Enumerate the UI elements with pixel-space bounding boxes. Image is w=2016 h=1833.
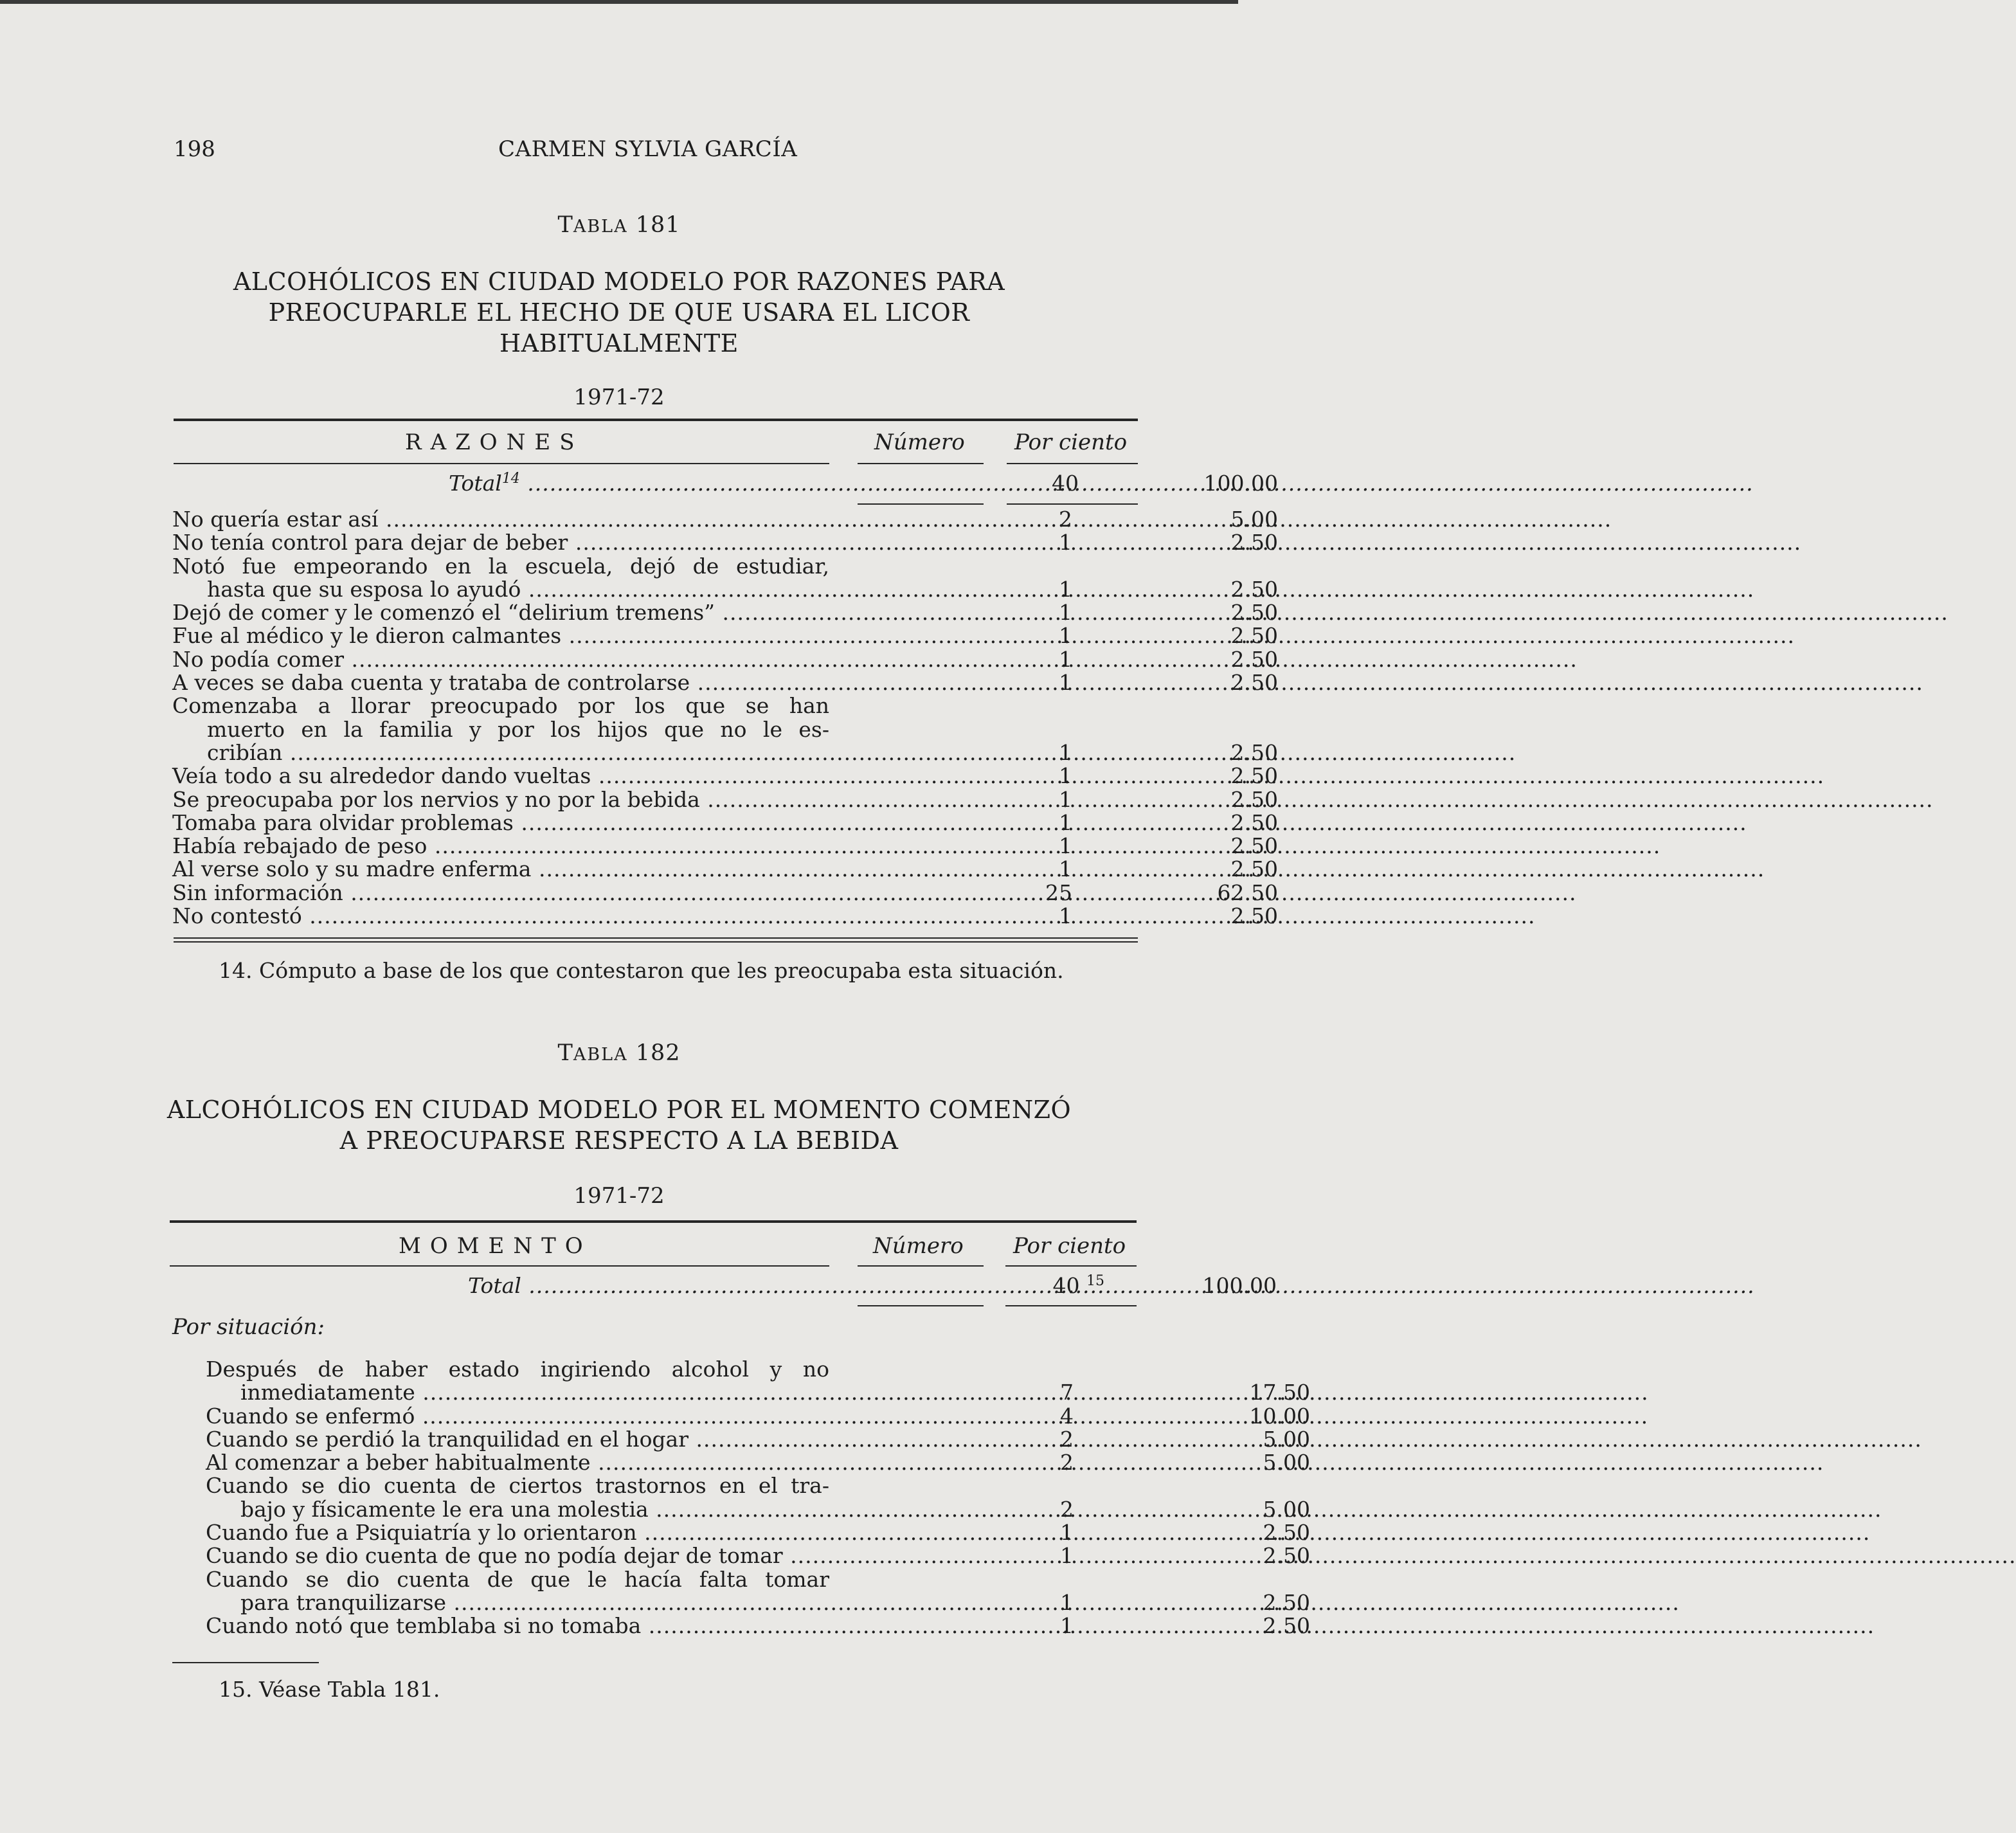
table-row [172, 809, 1278, 835]
row-label: Cuando notó que temblaba si no tomaba ..... [206, 1614, 829, 1638]
row-number: 1 [1059, 530, 1072, 555]
table-row [206, 1543, 1310, 1569]
row-label: Cuando se dio cuenta de que no podía dejar de tomar ..... [206, 1544, 829, 1567]
table-181-header-rule-num [858, 463, 984, 464]
row-percent: 2.50 [1263, 1589, 1310, 1615]
table-182-body [206, 1357, 1310, 1639]
table-182-total-rule-pct [1005, 1305, 1137, 1306]
row-number: 1 [1059, 670, 1072, 696]
row-label: Comenzaba a llorar preocupado por los que se han [172, 693, 829, 719]
row-percent: 2.50 [1263, 1520, 1310, 1546]
running-head: CARMEN SYLVIA GARCÍA [498, 136, 798, 162]
page-number: 198 [174, 136, 215, 162]
row-percent: 2.50 [1230, 833, 1278, 859]
table-182-total-number: 40 $^{15}$ [1052, 1273, 1104, 1298]
table-row [172, 833, 1278, 859]
row-label: No contestó ..... [172, 905, 829, 928]
table-182-col-porciento: Por ciento [1013, 1233, 1126, 1259]
table-row [206, 1426, 1310, 1452]
table-row [172, 786, 1278, 812]
row-number: 7 [1060, 1380, 1074, 1405]
row-label: Dejó de comer y le comenzó el “delirium tremens” ..... [172, 601, 829, 624]
row-label: Tomaba para olvidar problemas ..... [172, 811, 829, 835]
row-percent: 2.50 [1263, 1613, 1310, 1639]
row-percent: 10.00 [1249, 1403, 1310, 1429]
row-percent: 5.00 [1263, 1426, 1310, 1452]
row-percent: 2.50 [1230, 670, 1278, 696]
table-row [206, 1358, 1119, 1381]
table-row [172, 903, 1278, 929]
row-number: 1 [1059, 856, 1072, 882]
table-181-year: 1971-72 [573, 384, 665, 410]
table-181-title: ALCOHÓLICOS EN CIUDAD MODELO POR RAZONES PARA PREOCUPARLE EL HECHO DE QUE USARA EL LICOR HABITUALMENTE [233, 267, 1005, 357]
row-label: hasta que su esposa lo ayudó ..... [207, 578, 829, 601]
row-label: Cuando fue a Psiquiatría y lo orientaron ..... [206, 1521, 829, 1544]
row-label: muerto en la familia y por los hijos que no le es- [207, 716, 829, 742]
table-row [206, 1496, 1310, 1522]
table-182-col-numero: Número [873, 1233, 964, 1259]
table-182-total-rule-num [858, 1305, 984, 1306]
row-number: 2 [1060, 1426, 1074, 1452]
table-row [172, 530, 1278, 555]
table-182-title: ALCOHÓLICOS EN CIUDAD MODELO POR EL MOMENTO COMENZÓ A PREOCUPARSE RESPECTO A LA BEBIDA [166, 1096, 1072, 1155]
row-number: 1 [1059, 600, 1072, 626]
row-label: Al verse solo y su madre enferma ..... [172, 858, 829, 881]
table-181-header-rule [174, 463, 829, 464]
table-181-total-row [172, 471, 1278, 498]
row-label: Cuando se perdió la tranquilidad en el hogar ..... [206, 1428, 829, 1451]
table-row [172, 739, 1278, 765]
row-label: Sin información ..... [172, 881, 829, 905]
table-182-header-rule [170, 1265, 829, 1267]
table-181-total-percent: 100.00 [1203, 471, 1278, 496]
table-181-total-rule-pct [1007, 503, 1138, 505]
row-label: Había rebajado de peso ..... [172, 835, 829, 858]
row-percent: 2.50 [1263, 1543, 1310, 1569]
row-label: bajo y físicamente le era una molestia ..... [240, 1498, 829, 1521]
table-182-footnote: 15. Véase Tabla 181. [219, 1677, 440, 1702]
row-number: 1 [1059, 646, 1072, 672]
row-percent: 62.50 [1217, 880, 1278, 905]
row-percent: 5.00 [1263, 1450, 1310, 1476]
table-row [172, 600, 1278, 626]
row-label: No tenía control para dejar de beber ..... [172, 531, 829, 554]
row-label: Se preocupaba por los nervios y no por la bebida ..... [172, 788, 829, 811]
row-number: 1 [1060, 1613, 1074, 1639]
table-182-label: TABLA 182 [557, 1040, 681, 1066]
table-181-total-number: 40 [1052, 471, 1079, 496]
row-number: 1 [1060, 1520, 1074, 1546]
table-181-bottom-rule-2 [174, 941, 1138, 943]
table-181-header-rule-pct [1007, 463, 1138, 464]
row-number: 1 [1059, 833, 1072, 859]
table-182-total-label: Total ..... [468, 1274, 1002, 1297]
row-number: 2 [1060, 1496, 1074, 1522]
row-number: 1 [1059, 623, 1072, 649]
table-182-header-rule-pct [1005, 1265, 1137, 1267]
table-182-top-rule [170, 1220, 1137, 1223]
table-181-col-porciento: Por ciento [1014, 429, 1128, 455]
row-number: 1 [1059, 739, 1072, 765]
row-label: para tranquilizarse ..... [240, 1591, 829, 1614]
row-number: 1 [1059, 576, 1072, 602]
row-number: 1 [1060, 1543, 1074, 1569]
row-percent: 17.50 [1249, 1380, 1310, 1405]
row-percent: 2.50 [1230, 903, 1278, 929]
table-181-label: TABLA 181 [557, 212, 681, 238]
table-181-footnote: 14. Cómputo a base de los que contestaron que les preocupaba esta situación. [219, 958, 1064, 983]
row-label: A veces se daba cuenta y trataba de controlarse ..... [172, 671, 829, 694]
table-182-total-percent: 100.00 [1202, 1273, 1277, 1298]
row-label: No quería estar así ..... [172, 508, 829, 531]
table-181-total-rule-num [858, 503, 984, 505]
table-row [172, 507, 1278, 532]
row-percent: 2.50 [1230, 623, 1278, 649]
row-number: 2 [1059, 507, 1072, 532]
row-percent: 2.50 [1230, 763, 1278, 789]
row-label: Al comenzar a beber habitualmente ..... [206, 1451, 829, 1474]
row-percent: 2.50 [1230, 786, 1278, 812]
table-row [172, 694, 1117, 718]
table-182-total-row [172, 1273, 1277, 1300]
table-row [172, 670, 1278, 696]
table-row [206, 1520, 1310, 1546]
table-182-header-rule-num [858, 1265, 984, 1267]
table-row [206, 1568, 1119, 1591]
table-row [172, 646, 1278, 672]
row-percent: 5.00 [1230, 507, 1278, 532]
row-label: Fue al médico y le dieron calmantes ..... [172, 624, 829, 647]
row-number: 1 [1059, 809, 1072, 835]
row-label: No podía comer ..... [172, 648, 829, 671]
row-label: Después de haber estado ingiriendo alcohol y no [206, 1357, 829, 1382]
table-181-bottom-rule-1 [174, 937, 1138, 939]
row-percent: 2.50 [1230, 856, 1278, 882]
table-row [206, 1474, 1119, 1497]
table-row [172, 880, 1278, 905]
table-row [172, 623, 1278, 649]
row-number: 25 [1045, 880, 1072, 905]
table-row [172, 718, 1117, 741]
table-181-col-numero: Número [874, 429, 965, 455]
row-percent: 2.50 [1230, 809, 1278, 835]
row-number: 1 [1059, 786, 1072, 812]
page-header [0, 136, 1238, 168]
row-percent: 2.50 [1230, 646, 1278, 672]
row-number: 1 [1059, 903, 1072, 929]
table-row [172, 555, 1117, 578]
row-label: inmediatamente ..... [240, 1381, 829, 1404]
row-percent: 2.50 [1230, 576, 1278, 602]
row-label: Cuando se dio cuenta de ciertos trastornos en el tra- [206, 1473, 829, 1499]
table-181-top-rule [174, 419, 1138, 421]
row-label: cribían ..... [207, 741, 829, 764]
row-percent: 2.50 [1230, 530, 1278, 555]
table-182-section-label: Por situación: [172, 1314, 325, 1340]
row-label: Cuando se enfermó ..... [206, 1405, 829, 1428]
row-number: 1 [1060, 1589, 1074, 1615]
table-row [206, 1403, 1310, 1429]
row-number: 1 [1059, 763, 1072, 789]
row-label: Notó fue empeorando en la escuela, dejó de estudiar, [172, 553, 829, 579]
table-182-year: 1971-72 [573, 1183, 665, 1209]
page-top-edge [0, 0, 1238, 4]
table-row [206, 1613, 1310, 1639]
table-row [206, 1380, 1310, 1405]
table-181-body [172, 507, 1278, 929]
row-percent: 5.00 [1263, 1496, 1310, 1522]
table-row [172, 856, 1278, 882]
table-row [172, 576, 1278, 602]
row-label: Cuando se dio cuenta de que le hacía falta tomar [206, 1566, 829, 1592]
table-182-col-momento: MOMENTO [399, 1233, 592, 1259]
table-row [172, 763, 1278, 789]
row-percent: 2.50 [1230, 739, 1278, 765]
row-number: 4 [1060, 1403, 1074, 1429]
row-percent: 2.50 [1230, 600, 1278, 626]
table-row [206, 1589, 1310, 1615]
table-181-col-razones: RAZONES [405, 429, 584, 455]
row-number: 2 [1060, 1450, 1074, 1476]
footnote-separator [172, 1662, 319, 1663]
row-label: Veía todo a su alrededor dando vueltas ..... [172, 764, 829, 788]
table-row [206, 1450, 1310, 1476]
table-181-total-label: Total$^{14}$ ..... [449, 472, 1002, 495]
